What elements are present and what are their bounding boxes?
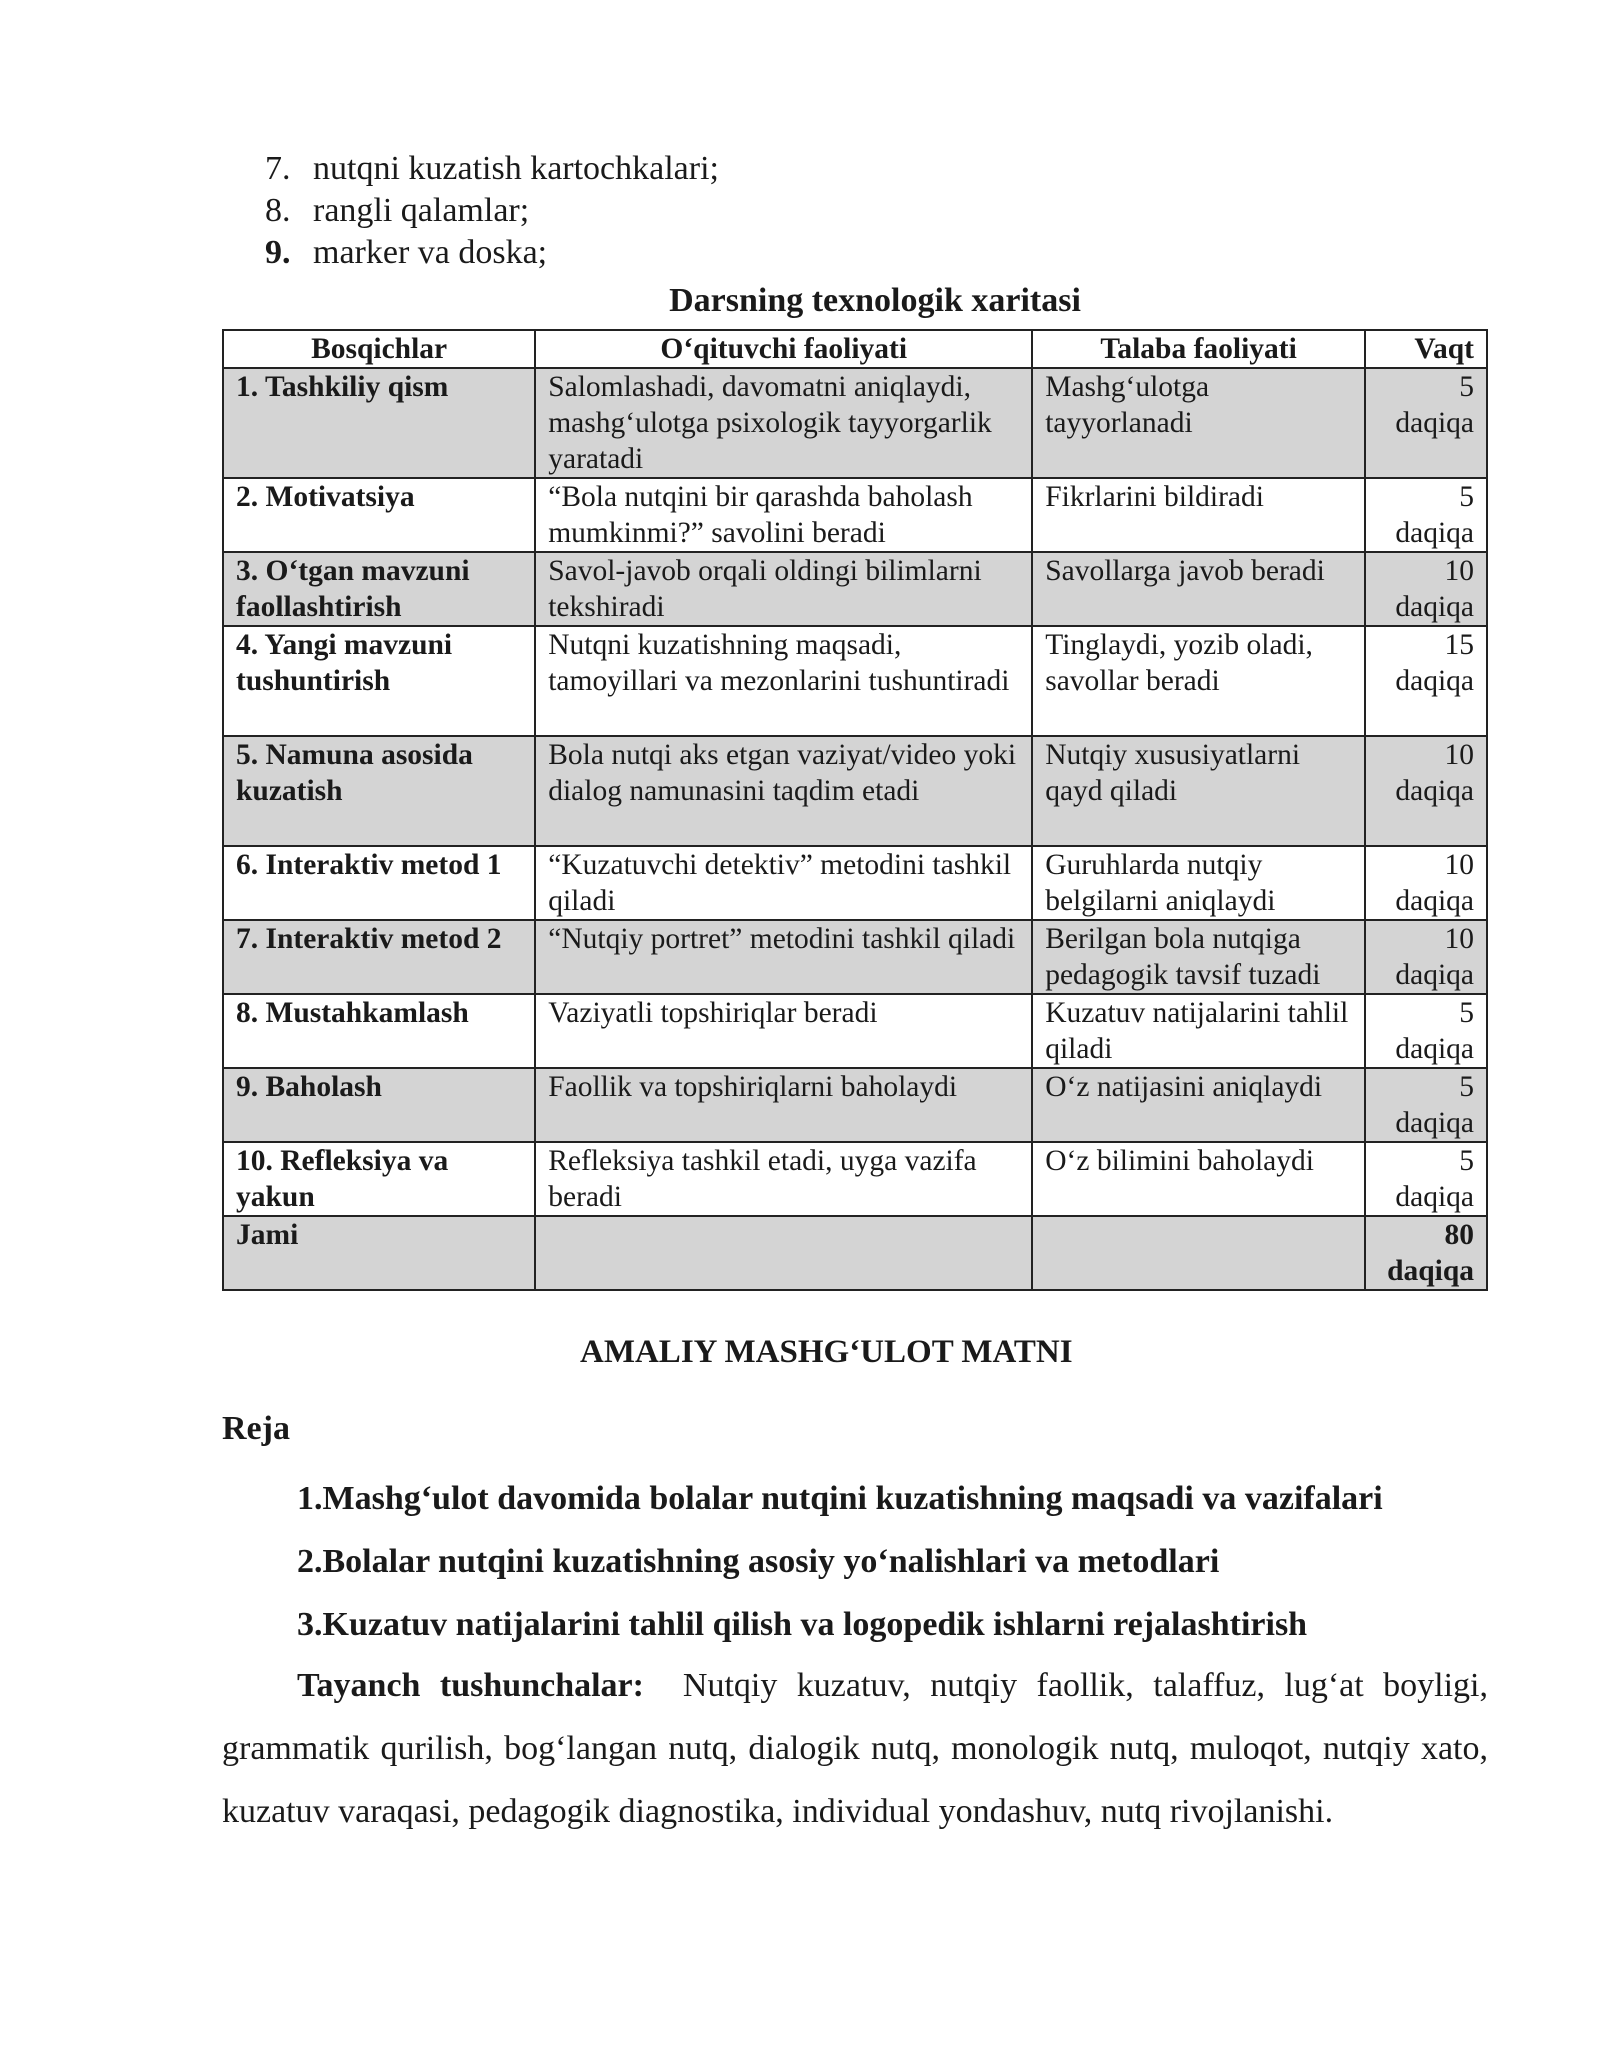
time-cell: 5 daqiqa: [1365, 368, 1487, 478]
student-activity-cell: O‘z bilimini baholaydi: [1032, 1142, 1365, 1216]
materials-list: [265, 148, 719, 274]
table-row: [223, 368, 1487, 478]
table-row: [223, 1142, 1487, 1216]
empty-cell: [535, 1216, 1032, 1290]
teacher-activity-cell: “Nutqiy portret” metodini tashkil qiladi: [535, 920, 1032, 994]
time-cell: 10 daqiqa: [1365, 736, 1487, 846]
time-cell: 5 daqiqa: [1365, 1068, 1487, 1142]
list-text: nutqni kuzatish kartochkalari;: [313, 150, 719, 187]
list-item: [265, 148, 719, 190]
table-row: [223, 846, 1487, 920]
total-label-cell: Jami: [223, 1216, 535, 1290]
stage-cell: 5. Namuna asosida kuzatish: [223, 736, 535, 846]
stage-cell: 7. Interaktiv metod 2: [223, 920, 535, 994]
section-title: AMALIY MASHG‘ULOT MATNI: [580, 1334, 1073, 1370]
table-row: [223, 736, 1487, 846]
table-header-row: [223, 330, 1487, 368]
plan-item: 1.Mashg‘ulot davomida bolalar nutqini kuzatishning maqsadi va vazifalari: [297, 1480, 1383, 1517]
stage-cell: 8. Mustahkamlash: [223, 994, 535, 1068]
technology-map-table: [222, 329, 1488, 1291]
teacher-activity-cell: Vaziyatli topshiriqlar beradi: [535, 994, 1032, 1068]
list-item: [265, 232, 719, 274]
student-activity-cell: Guruhlarda nutqiy belgilarni aniqlaydi: [1032, 846, 1365, 920]
student-activity-cell: Fikrlarini bildiradi: [1032, 478, 1365, 552]
time-cell: 5 daqiqa: [1365, 478, 1487, 552]
plan-heading: Reja: [222, 1410, 290, 1447]
stage-cell: 1. Tashkiliy qism: [223, 368, 535, 478]
header-student: Talaba faoliyati: [1032, 330, 1365, 368]
student-activity-cell: Nutqiy xususiyatlarni qayd qiladi: [1032, 736, 1365, 846]
student-activity-cell: O‘z natijasini aniqlaydi: [1032, 1068, 1365, 1142]
total-time-cell: 80 daqiqa: [1365, 1216, 1487, 1290]
student-activity-cell: Savollarga javob beradi: [1032, 552, 1365, 626]
list-number: 9.: [265, 234, 291, 271]
empty-cell: [1032, 1216, 1365, 1290]
plan-list: [297, 1467, 1383, 1656]
header-teacher: O‘qituvchi faoliyati: [535, 330, 1032, 368]
key-terms-label: Tayanch tushunchalar:: [297, 1667, 644, 1704]
table-row: [223, 552, 1487, 626]
table-row: [223, 478, 1487, 552]
header-time: Vaqt: [1365, 330, 1487, 368]
table-body: [223, 368, 1487, 1290]
teacher-activity-cell: “Kuzatuvchi detektiv” metodini tashkil qiladi: [535, 846, 1032, 920]
time-cell: 5 daqiqa: [1365, 994, 1487, 1068]
list-text: marker va doska;: [313, 234, 548, 271]
teacher-activity-cell: Nutqni kuzatishning maqsadi, tamoyillari va mezonlarini tushuntiradi: [535, 626, 1032, 736]
stage-cell: 4. Yangi mavzuni tushuntirish: [223, 626, 535, 736]
teacher-activity-cell: Savol-javob orqali oldingi bilimlarni tekshiradi: [535, 552, 1032, 626]
key-terms-paragraph: [222, 1654, 1488, 1843]
list-number: 7.: [265, 150, 291, 187]
stage-cell: 10. Refleksiya va yakun: [223, 1142, 535, 1216]
stage-cell: 9. Baholash: [223, 1068, 535, 1142]
stage-cell: 3. O‘tgan mavzuni faollashtirish: [223, 552, 535, 626]
time-cell: 5 daqiqa: [1365, 1142, 1487, 1216]
time-cell: 15 daqiqa: [1365, 626, 1487, 736]
teacher-activity-cell: Salomlashadi, davomatni aniqlaydi, mashg‘ulotga psixologik tayyorgarlik yaratadi: [535, 368, 1032, 478]
stage-cell: 6. Interaktiv metod 1: [223, 846, 535, 920]
list-text: rangli qalamlar;: [313, 192, 530, 229]
time-cell: 10 daqiqa: [1365, 846, 1487, 920]
student-activity-cell: Mashg‘ulotga tayyorlanadi: [1032, 368, 1365, 478]
teacher-activity-cell: Refleksiya tashkil etadi, uyga vazifa beradi: [535, 1142, 1032, 1216]
header-stages: Bosqichlar: [223, 330, 535, 368]
table-row: [223, 994, 1487, 1068]
time-cell: 10 daqiqa: [1365, 920, 1487, 994]
teacher-activity-cell: “Bola nutqini bir qarashda baholash mumkinmi?” savolini beradi: [535, 478, 1032, 552]
teacher-activity-cell: Bola nutqi aks etgan vaziyat/video yoki dialog namunasini taqdim etadi: [535, 736, 1032, 846]
list-item: [265, 190, 719, 232]
table-row: [223, 626, 1487, 736]
stage-cell: 2. Motivatsiya: [223, 478, 535, 552]
list-number: 8.: [265, 192, 291, 229]
total-row: [223, 1216, 1487, 1290]
table-title: Darsning texnologik xaritasi: [669, 282, 1081, 319]
student-activity-cell: Tinglaydi, yozib oladi, savollar beradi: [1032, 626, 1365, 736]
teacher-activity-cell: Faollik va topshiriqlarni baholaydi: [535, 1068, 1032, 1142]
plan-item: 2.Bolalar nutqini kuzatishning asosiy yo‘nalishlari va metodlari: [297, 1543, 1220, 1580]
student-activity-cell: Berilgan bola nutqiga pedagogik tavsif tuzadi: [1032, 920, 1365, 994]
plan-item: 3.Kuzatuv natijalarini tahlil qilish va logopedik ishlarni rejalashtirish: [297, 1606, 1308, 1643]
student-activity-cell: Kuzatuv natijalarini tahlil qiladi: [1032, 994, 1365, 1068]
time-cell: 10 daqiqa: [1365, 552, 1487, 626]
key-terms-text: Nutqiy kuzatuv, nutqiy faollik, talaffuz, lug‘at boyligi, grammatik qurilish, bog‘langan nutq, dialogik nutq, monologik nutq, muloqot, nutqiy xato, kuzatuv varaqasi, pedagogik diagnostika, individual yondashuv, nutq rivojlanishi.: [222, 1667, 1489, 1830]
table-row: [223, 920, 1487, 994]
table-row: [223, 1068, 1487, 1142]
